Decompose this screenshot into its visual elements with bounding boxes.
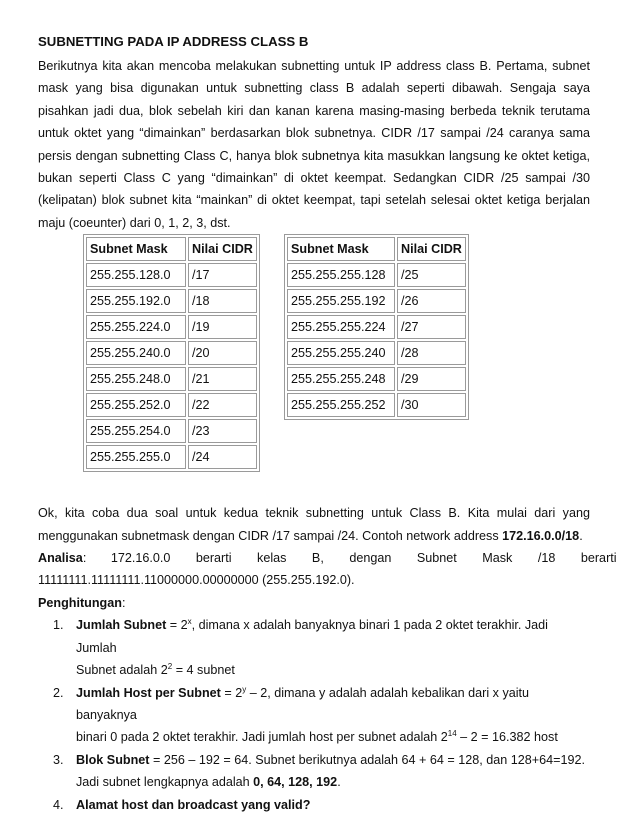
table-row	[86, 419, 257, 443]
cidr-cell: /25	[397, 263, 466, 287]
cidr-cell: /23	[188, 419, 257, 443]
list-item	[38, 749, 590, 794]
item-term: Blok Subnet	[76, 752, 150, 767]
item-superscript: 2	[167, 662, 173, 672]
cidr-cell: /18	[188, 289, 257, 313]
item-term: Jumlah Subnet	[76, 618, 167, 633]
intro-paragraph	[38, 55, 590, 234]
subnet-mask-cell: 255.255.255.0	[86, 445, 186, 469]
item-text: , dimana x adalah banyaknya binari 1 pada 2 oktet terakhir. Jadi Jumlah	[76, 618, 548, 655]
subnet-mask-cell: 255.255.128.0	[86, 263, 186, 287]
subnet-mask-cell: 255.255.255.192	[287, 289, 395, 313]
item-superscript: 14	[447, 729, 457, 739]
table-row	[287, 263, 466, 287]
table-row	[86, 445, 257, 469]
item-term: Jumlah Host per Subnet	[76, 685, 221, 700]
subnet-mask-cell: 255.255.224.0	[86, 315, 186, 339]
cidr-cell: /21	[188, 367, 257, 391]
example-line: Ok, kita coba dua soal untuk kedua teknik subnetting untuk Class B. Kita mulai dari yang	[38, 506, 590, 521]
item-number: 4.	[53, 797, 64, 812]
subnet-mask-cell: 255.255.240.0	[86, 341, 186, 365]
subnet-list: 0, 64, 128, 192	[253, 775, 338, 790]
item-text: Jadi subnet lengkapnya adalah	[76, 775, 254, 790]
item-text: = 256 – 192 = 64. Subnet berikutnya adalah 64 + 64 = 128, dan 128+64=192.	[149, 752, 586, 767]
subnet-mask-cell: 255.255.255.240	[287, 341, 395, 365]
table-row	[287, 315, 466, 339]
perhitungan-colon: :	[121, 595, 126, 610]
period: .	[579, 528, 583, 543]
column-header-subnet-mask: Subnet Mask	[287, 237, 395, 261]
analisa-binary: 11111111.11111111.11000000.00000000 (255.255.192.0).	[38, 573, 355, 588]
item-text: – 2, dimana y adalah adalah kebalikan dari x yaitu banyaknya	[76, 685, 530, 722]
analisa-colon: :	[82, 551, 87, 566]
example-line	[38, 525, 590, 547]
table-row	[86, 341, 257, 365]
subnet-mask-cell: 255.255.192.0	[86, 289, 186, 313]
table-row	[287, 289, 466, 313]
item-text: binari 0 pada 2 oktet terakhir. Jadi jumlah host per subnet adalah 2	[76, 730, 448, 745]
table-header-row	[287, 237, 466, 261]
subnet-mask-cell: 255.255.248.0	[86, 367, 186, 391]
item-text: Subnet adalah 2	[76, 663, 168, 678]
subnet-mask-cell: 255.255.255.224	[287, 315, 395, 339]
column-header-subnet-mask: Subnet Mask	[86, 237, 186, 261]
network-address: 172.16.0.0/18	[502, 528, 580, 543]
column-header-nilai-cidr: Nilai CIDR	[397, 237, 466, 261]
item-text: = 2	[220, 685, 243, 700]
section-heading: SUBNETTING PADA IP ADDRESS CLASS B	[38, 34, 309, 49]
intro-line: maju (coeunter) dari 0, 1, 2, 3, dst.	[38, 215, 231, 230]
intro-line: mask yang bisa digunakan untuk subnetting class B adalah seperti dibawah. Sengaja saya	[38, 81, 590, 96]
perhitungan-label: Penghitungan	[38, 595, 122, 610]
example-text: menggunakan subnetmask dengan CIDR /17 sampai /24. Contoh network address	[38, 528, 503, 543]
cidr-cell: /30	[397, 393, 466, 417]
cidr-cell: /20	[188, 341, 257, 365]
table-row	[86, 367, 257, 391]
intro-line: Berikutnya kita akan mencoba melakukan subnetting untuk IP address class B. Pertama, subnet	[38, 59, 590, 73]
table-row	[86, 289, 257, 313]
table-row	[287, 341, 466, 365]
intro-line: bukan seperti Class C yang “dimainkan” di oktet keempat. Sedangkan CIDR /25 sampai /30	[38, 171, 590, 186]
subnet-mask-cell: 255.255.255.248	[287, 367, 395, 391]
cidr-cell: /19	[188, 315, 257, 339]
list-item	[38, 682, 590, 749]
analisa-line	[38, 547, 617, 569]
table-row	[86, 315, 257, 339]
intro-line: (kelipatan) blok subnet kita “mainkan” di oktet keempat, tapi setelah selesai oktet ketiga berjalan	[38, 193, 590, 208]
item-number: 2.	[53, 685, 64, 700]
example-paragraph	[38, 502, 617, 614]
cidr-tables	[38, 234, 590, 496]
perhitungan-list	[38, 614, 590, 816]
subnet-mask-cell: 255.255.252.0	[86, 393, 186, 417]
subnet-mask-cell: 255.255.255.252	[287, 393, 395, 417]
table-row	[86, 263, 257, 287]
cidr-table-right	[284, 234, 469, 420]
cidr-cell: /17	[188, 263, 257, 287]
table-row	[287, 393, 466, 417]
document-page	[38, 34, 617, 816]
column-header-nilai-cidr: Nilai CIDR	[188, 237, 257, 261]
list-item	[38, 794, 590, 816]
table-row	[86, 393, 257, 417]
item-text: = 2	[166, 618, 188, 633]
cidr-cell: /28	[397, 341, 466, 365]
item-text: – 2 = 16.382 host	[456, 730, 558, 745]
table-header-row	[86, 237, 257, 261]
cidr-cell: /26	[397, 289, 466, 313]
item-superscript: y	[242, 684, 247, 694]
cidr-table-left	[83, 234, 260, 472]
subnet-mask-cell: 255.255.255.128	[287, 263, 395, 287]
intro-line: untuk oktet yang “dimainkan” berdasarkan blok subnetnya. CIDR /17 sampai /24 caranya sama	[38, 126, 590, 141]
item-text: .	[337, 775, 341, 790]
item-text: = 4 subnet	[172, 663, 235, 678]
list-item	[38, 614, 590, 681]
analisa-label: Analisa	[38, 551, 83, 566]
analisa-text: 172.16.0.0 berarti kelas B, dengan Subnet Mask /18 berarti	[110, 551, 617, 566]
item-superscript: x	[187, 617, 192, 627]
intro-line: persis dengan subnetting Class C, hanya blok subnetnya kita masukkan langsung ke oktet ketiga,	[38, 148, 590, 163]
perhitungan-heading	[38, 592, 590, 614]
item-number: 1.	[53, 618, 64, 633]
cidr-cell: /22	[188, 393, 257, 417]
table-row	[287, 367, 466, 391]
cidr-cell: /27	[397, 315, 466, 339]
intro-line: pisahkan jadi dua, blok sebelah kiri dan kanan karena masing-masing berbeda teknik terutama	[38, 103, 590, 118]
item-term: Alamat host dan broadcast yang valid?	[76, 797, 311, 812]
cidr-cell: /29	[397, 367, 466, 391]
subnet-mask-cell: 255.255.254.0	[86, 419, 186, 443]
item-number: 3.	[53, 752, 64, 767]
cidr-cell: /24	[188, 445, 257, 469]
